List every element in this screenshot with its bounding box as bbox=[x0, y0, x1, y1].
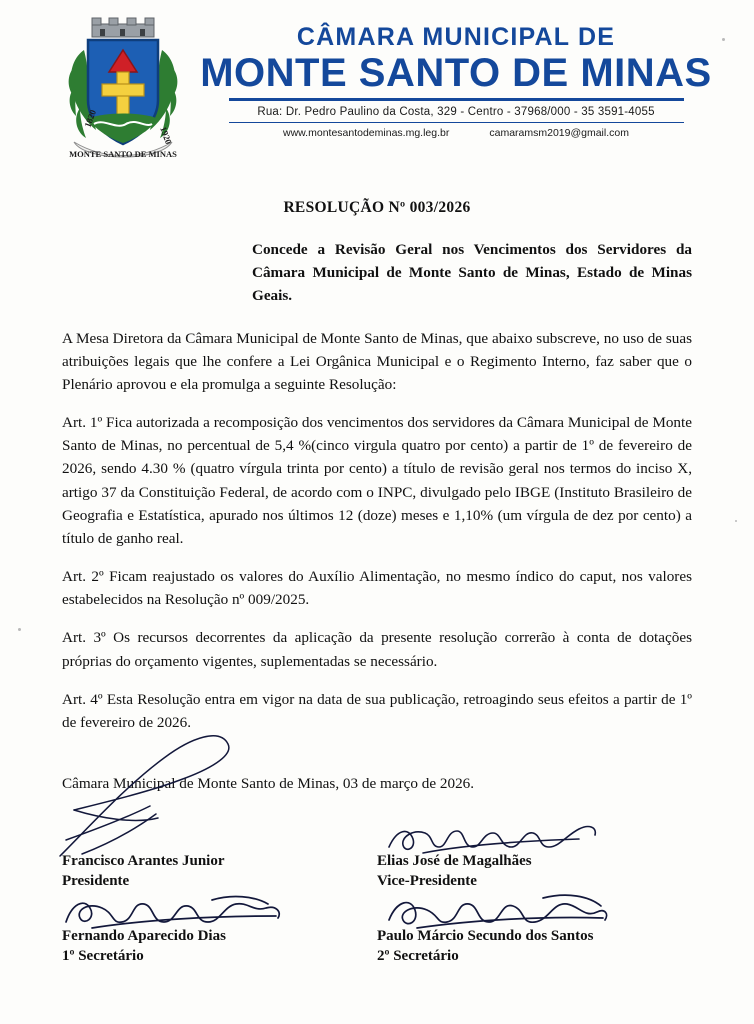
letterhead-text bbox=[182, 10, 724, 139]
signature-row-1 bbox=[62, 851, 692, 892]
coat-of-arms bbox=[64, 14, 182, 166]
signature-row-2 bbox=[62, 926, 692, 967]
signatory-role: Presidente bbox=[62, 873, 130, 890]
signatory-role: Vice-Presidente bbox=[377, 873, 477, 890]
crest-year-left: 1820 bbox=[82, 108, 99, 129]
header-rule-thin bbox=[229, 122, 684, 123]
signature-block bbox=[0, 851, 754, 966]
signature-vice-president bbox=[377, 851, 692, 892]
article-2: Art. 2º Ficam reajustado os valores do Auxílio Alimentação, no mesmo índico do caput, nos valores estabelecidos na Resolução nº 009/2025. bbox=[62, 568, 692, 609]
document-closing: Câmara Municipal de Monte Santo de Minas, 03 de março de 2026. bbox=[62, 774, 475, 792]
scan-speck bbox=[18, 628, 21, 631]
scan-speck bbox=[735, 520, 737, 522]
article-1: Art. 1º Fica autorizada a recomposição dos vencimentos dos servidores da Câmara Municipal de Monte Santo de Minas, no percentual de 5,4 %(cinco virgula quatro por cento) a partir de 1º de fevereiro de 2026, sendo 4.30 % (quatro vírgula trinta por cento) a título de revisão geral nos termos do inciso X, artigo 37 da Constituição Federal, de acordo com o INPC, divulgado pelo IBGE (Instituto Brasileiro de Geografia e Estatística, apurado nos últimos 12 (doze) meses e 1,10% (um vírgula de dez por cento) a título de ganho real. bbox=[62, 414, 692, 547]
header-line-1: CÂMARA MUNICIPAL DE bbox=[296, 23, 616, 51]
signatory-name: Paulo Márcio Secundo dos Santos bbox=[377, 927, 594, 944]
header-email: camaramsm2019@gmail.com bbox=[489, 127, 629, 140]
document-body bbox=[0, 170, 754, 795]
header-rule bbox=[229, 98, 684, 101]
letterhead bbox=[0, 0, 754, 170]
header-line-2: MONTE SANTO DE MINAS bbox=[200, 51, 712, 96]
document-preamble: A Mesa Diretora da Câmara Municipal de Monte Santo de Minas, que abaixo subscreve, no uso de suas atribuições legais que lhe confere a Lei Orgânica Municipal e o Regimento Interno, faz saber que o Plenário aprovou e ela promulga a seguinte Resolução: bbox=[62, 329, 692, 394]
signatory-role: 2º Secretário bbox=[377, 947, 459, 964]
article-3: Art. 3º Os recursos decorrentes da aplicação da presente resolução correrão à conta de dotações próprias do orçamento vigentes, suplementadas se necessário. bbox=[62, 629, 692, 670]
signatory-name: Francisco Arantes Junior bbox=[62, 853, 225, 870]
header-address: Rua: Dr. Pedro Paulino da Costa, 329 - Centro - 37968/000 - 35 3591-4055 bbox=[257, 106, 655, 119]
crest-year-right: 1920 bbox=[158, 125, 174, 146]
crest-motto: MONTE SANTO DE MINAS bbox=[69, 149, 177, 159]
signatory-role: 1º Secretário bbox=[62, 947, 144, 964]
article-4: Art. 4º Esta Resolução entra em vigor na data de sua publicação, retroagindo seus efeitos a partir de 1º de fevereiro de 2026. bbox=[62, 690, 692, 731]
header-contacts bbox=[188, 127, 724, 139]
signatory-name: Fernando Aparecido Dias bbox=[62, 927, 226, 944]
signature-first-secretary bbox=[62, 926, 377, 967]
document-ementa: Concede a Revisão Geral nos Vencimentos dos Servidores da Câmara Municipal de Monte Santo de Minas, Estado de Minas Geais. bbox=[252, 240, 692, 304]
header-website: www.montesantodeminas.mg.leg.br bbox=[283, 127, 450, 140]
signature-second-secretary bbox=[377, 926, 692, 967]
signatory-name: Elias José de Magalhães bbox=[377, 853, 532, 870]
signature-president bbox=[62, 851, 377, 892]
document-title: RESOLUÇÃO Nº 003/2026 bbox=[283, 199, 471, 216]
